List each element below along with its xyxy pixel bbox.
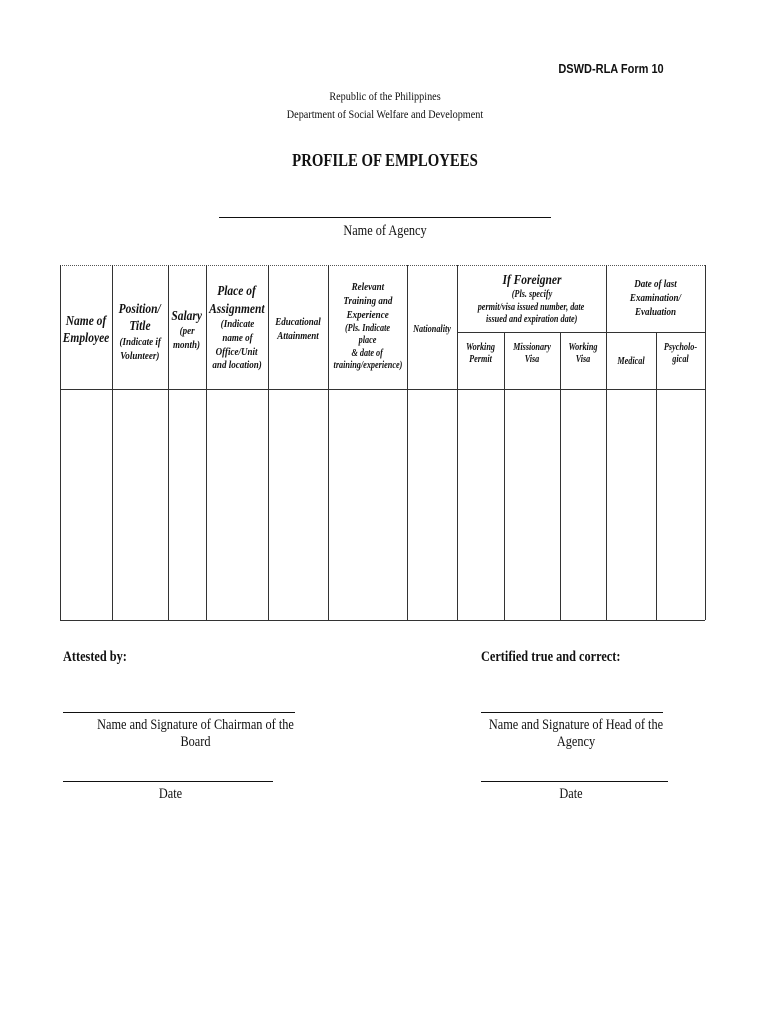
foreigner-subheader-line: [457, 332, 606, 333]
header-educational-attainment: Educational Attainment: [275, 316, 321, 342]
chairman-signature-line[interactable]: [63, 712, 295, 713]
header-missionary-visa: Missionary Visa: [513, 341, 551, 365]
header-position: Position/ Title (Indicate if Volunteer): [118, 301, 162, 362]
header-medical: Medical: [617, 355, 645, 367]
header-if-foreigner: If Foreigner (Pls. specify permit/visa issued number, date issued and expiration date): [478, 272, 585, 325]
table-bottom-border: [60, 620, 705, 621]
header-name-of-employee: Name of Employee: [62, 313, 110, 346]
department-line: Department of Social Welfare and Development: [286, 107, 484, 121]
date-right-label: Date: [559, 786, 583, 802]
header-working-permit: Working Permit: [465, 341, 496, 365]
date-right-line[interactable]: [481, 781, 668, 782]
attested-by-label: Attested by:: [63, 649, 127, 665]
header-relevant-training: Relevant Training and Experience (Pls. Indicate place & date of training/experience): [333, 281, 402, 372]
certified-label: Certified true and correct:: [481, 649, 621, 665]
header-place-of-assignment: Place of Assignment (Indicate name of Office/Unit and location): [209, 284, 265, 372]
republic-line: Republic of the Philippines: [329, 89, 441, 103]
head-signature-label: Name and Signature of Head of the Agency: [488, 717, 664, 750]
table-data-area[interactable]: [61, 390, 705, 620]
header-psychological: Psycholo- gical: [663, 341, 698, 365]
header-working-visa: Working Visa: [568, 341, 598, 365]
form-number: DSWD-RLA Form 10: [558, 62, 664, 76]
header-nationality: Nationality: [413, 323, 451, 335]
agency-name-label: Name of Agency: [343, 223, 427, 239]
head-signature-line[interactable]: [481, 712, 663, 713]
date-left-line[interactable]: [63, 781, 273, 782]
page-title: PROFILE OF EMPLOYEES: [292, 150, 478, 170]
agency-name-field[interactable]: [219, 217, 551, 218]
chairman-signature-label: Name and Signature of Chairman of the Board: [97, 717, 294, 750]
header-salary: Salary (per month): [171, 308, 203, 351]
table-top-border: [60, 265, 705, 266]
header-date-of-last-exam: Date of last Examination/ Evaluation: [629, 278, 682, 318]
table-right-border: [705, 265, 706, 620]
date-left-label: Date: [158, 786, 183, 802]
exam-subheader-line: [606, 332, 705, 333]
